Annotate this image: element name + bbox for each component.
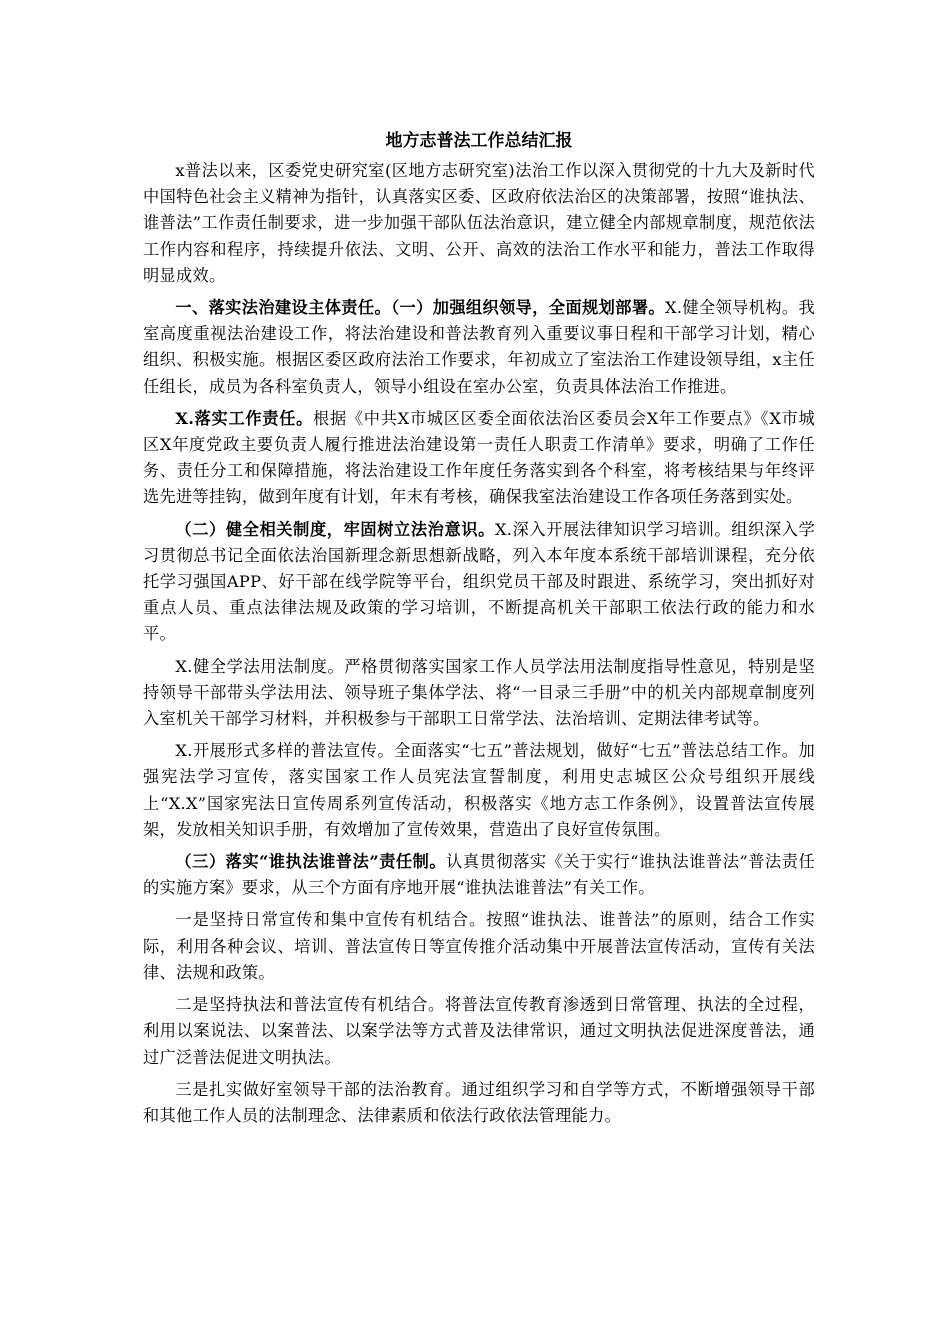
document-title: 地方志普法工作总结汇报 <box>385 131 573 151</box>
section1-body: X.健全领导机构。我室高度重视法治建设工作，将法治建设和普法教育列入重要议事日程和干部学习计划，精心组织、积极实施。根据区委区政府法治工作要求，年初成立了室法治工作建设领导组，x主任任组长，成员为各科室负责人，领导小组设在室办公室，负责具体法治工作推进。 <box>143 298 815 396</box>
xuanchuan-text: X.开展形式多样的普法宣传。全面落实“七五”普法规划，做好“七五”普法总结工作。加强宪法学习宣传，落实国家工作人员宪法宣誓制度，利用史志城区公众号组织开展线上“X.X”国家宪法日宣传周系列宣传活动，积极落实《地方志工作条例》，设置普法宣传展架，发放相关知识手册，有效增加了宣传效果，营造出了良好宣传氛围。 <box>143 741 815 839</box>
section3-paragraph <box>143 849 815 901</box>
section3-heading: （三）落实“谁执法谁普法”责任制。 <box>175 852 447 872</box>
section1-paragraph <box>143 295 815 400</box>
point-three-text: 三是扎实做好室领导干部的法治教育。通过组织学习和自学等方式，不断增强领导干部和其他工作人员的法制理念、法律素质和依法行政依法管理能力。 <box>143 1079 815 1125</box>
xuefa-paragraph <box>143 654 815 733</box>
section1-heading: 一、落实法治建设主体责任。（一）加强组织领导，全面规划部署。 <box>175 298 665 318</box>
item2-heading: X.落实工作责任。 <box>175 408 314 428</box>
point-one-paragraph <box>143 907 815 986</box>
xuefa-text: X.健全学法用法制度。严格贯彻落实国家工作人员学法用法制度指导性意见，特别是坚持领导干部带头学法用法、领导班子集体学法、将“一目录三手册”中的机关内部规章制度列入室机关干部学习材料，并积极参与干部职工日常学法、法治培训、定期法律考试等。 <box>143 656 815 729</box>
section2-body: X.深入开展法律知识学习培训。组织深入学习贯彻总书记全面依法治国新理念新思想新战略，列入本年度本系统干部培训课程，充分依托学习强国APP、好干部在线学院等平台，组织党员干部及时跟进、系统学习，突出抓好对重点人员、重点法律法规及政策的学习培训，不断提高机关干部职工依法行政的能力和水平。 <box>143 519 815 644</box>
section2-paragraph <box>143 517 815 648</box>
item2-body: 根据《中共X市城区区委全面依法治区委员会X年工作要点》《X市城区X年度党政主要负责人履行推进法治建设第一责任人职责工作清单》要求，明确了工作任务、责任分工和保障措施，将法治建设工作年度任务落实到各个科室，将考核结果与年终评选先进等挂钩，做到年度有计划，年末有考核，确保我室法治建设工作各项任务落到实处。 <box>143 408 815 507</box>
point-two-text: 二是坚持执法和普法宣传有机结合。将普法宣传教育渗透到日常管理、执法的全过程，利用以案说法、以案普法、以案学法等方式普及法律常识，通过文明执法促进深度普法，通过广泛普法促进文明执法。 <box>143 995 815 1067</box>
item2-paragraph <box>143 406 815 511</box>
section3-body: 认真贯彻落实《关于实行“谁执法谁普法”普法责任的实施方案》要求，从三个方面有序地开展“谁执法谁普法”有关工作。 <box>143 852 815 898</box>
intro-text: x普法以来，区委党史研究室(区地方志研究室)法治工作以深入贯彻党的十九大及新时代中国特色社会主义精神为指针，认真落实区委、区政府依法治区的决策部署，按照“谁执法、谁普法”工作责任制要求，进一步加强干部队伍法治意识，建立健全内部规章制度，规范依法工作内容和程序，持续提升依法、文明、公开、高效的法治工作水平和能力，普法工作取得明显成效。 <box>143 161 815 285</box>
point-two-paragraph <box>143 992 815 1071</box>
section2-heading: （二）健全相关制度，牢固树立法治意识。 <box>175 519 495 539</box>
xuanchuan-paragraph <box>143 738 815 843</box>
intro-paragraph <box>143 158 815 289</box>
point-three-paragraph <box>143 1077 815 1129</box>
point-one-text: 一是坚持日常宣传和集中宣传有机结合。按照“谁执法、谁普法”的原则，结合工作实际，利用各种会议、培训、普法宣传日等宣传推介活动集中开展普法宣传活动，宣传有关法律、法规和政策。 <box>143 910 815 982</box>
document-body <box>143 128 815 1135</box>
